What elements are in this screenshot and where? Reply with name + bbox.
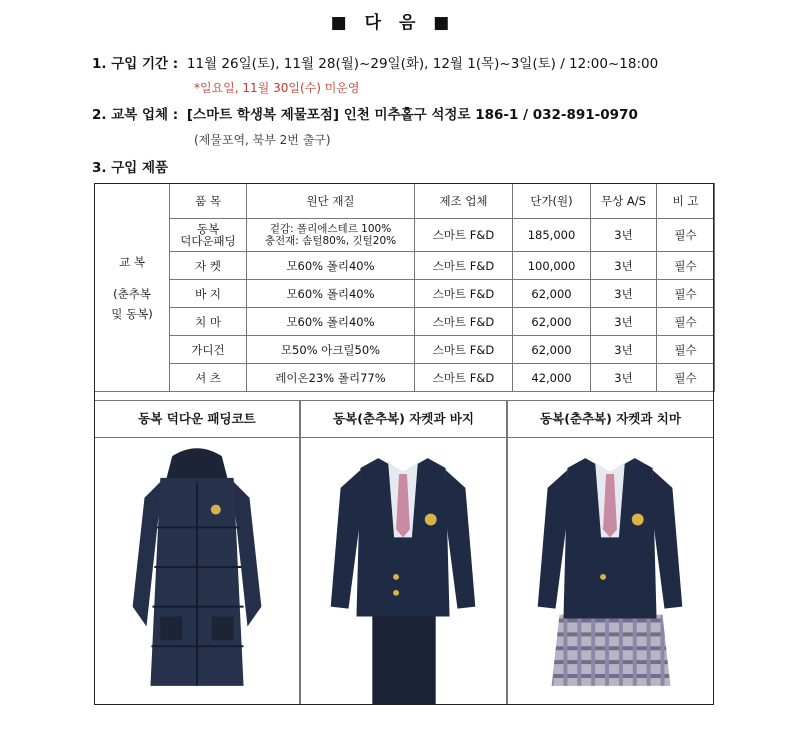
price-cell: 185,000 bbox=[513, 219, 591, 252]
fabric-cell: 모60% 폴리40% bbox=[247, 280, 415, 308]
fabric-cell: 모60% 폴리40% bbox=[247, 252, 415, 280]
group-sub-1: (춘추복 bbox=[113, 286, 151, 301]
table-row bbox=[95, 308, 715, 336]
photo-cell-padding bbox=[94, 400, 300, 705]
header-item: 품 목 bbox=[170, 184, 247, 219]
maker-cell: 스마트 F&D bbox=[415, 219, 513, 252]
item-name: 동복 bbox=[196, 222, 220, 236]
vendor-label: 2. 교복 업체 : bbox=[92, 107, 179, 123]
price-cell: 62,000 bbox=[513, 308, 591, 336]
price-cell: 100,000 bbox=[513, 252, 591, 280]
jacket-pants-image bbox=[301, 437, 506, 706]
fabric-cell: 레이온23% 폴리77% bbox=[247, 364, 415, 392]
table-header-row bbox=[95, 184, 715, 219]
as-cell: 3년 bbox=[591, 219, 657, 252]
table-row bbox=[95, 280, 715, 308]
fabric-cell bbox=[247, 219, 415, 252]
table-row bbox=[95, 219, 715, 252]
jacket-skirt-image bbox=[508, 437, 713, 706]
table-row bbox=[95, 336, 715, 364]
table-row bbox=[95, 252, 715, 280]
group-sub-2: 및 동복) bbox=[111, 306, 153, 321]
note-cell: 필수 bbox=[657, 219, 715, 252]
vendor-line bbox=[92, 103, 638, 123]
note-cell: 필수 bbox=[657, 336, 715, 364]
item-cell: 자 켓 bbox=[170, 252, 247, 280]
photo-cell-jacket-skirt bbox=[507, 400, 714, 705]
vendor-directions: (제물포역, 북부 2번 출구) bbox=[194, 133, 331, 147]
header-price: 단가(원) bbox=[513, 184, 591, 219]
maker-cell: 스마트 F&D bbox=[415, 364, 513, 392]
item-name-2: 덕다운패딩 bbox=[180, 234, 236, 248]
item-cell: 가디건 bbox=[170, 336, 247, 364]
header-fabric: 원단 재질 bbox=[247, 184, 415, 219]
purchase-period bbox=[92, 52, 658, 72]
maker-cell: 스마트 F&D bbox=[415, 252, 513, 280]
note-cell: 필수 bbox=[657, 280, 715, 308]
header-maker: 제조 업체 bbox=[415, 184, 513, 219]
page-title: ■ 다 음 ■ bbox=[330, 13, 456, 33]
note-cell: 필수 bbox=[657, 308, 715, 336]
as-cell: 3년 bbox=[591, 252, 657, 280]
price-cell: 62,000 bbox=[513, 336, 591, 364]
photo-label-jacket-pants: 동복(춘추복) 자켓과 바지 bbox=[301, 401, 506, 438]
vendor-info: [스마트 학생복 제물포점] 인천 미추홀구 석정로 186-1 / 032-891-0970 bbox=[186, 107, 638, 123]
maker-cell: 스마트 F&D bbox=[415, 280, 513, 308]
group-label: 교 복 bbox=[119, 254, 145, 269]
padding-coat-image bbox=[95, 437, 299, 706]
fabric-cell: 모50% 아크릴50% bbox=[247, 336, 415, 364]
price-cell: 42,000 bbox=[513, 364, 591, 392]
header-as: 무상 A/S bbox=[591, 184, 657, 219]
photo-cell-jacket-pants bbox=[300, 400, 507, 705]
item-cell: 치 마 bbox=[170, 308, 247, 336]
as-cell: 3년 bbox=[591, 364, 657, 392]
item-cell: 바 지 bbox=[170, 280, 247, 308]
price-cell: 62,000 bbox=[513, 280, 591, 308]
product-table bbox=[94, 183, 715, 392]
as-cell: 3년 bbox=[591, 280, 657, 308]
purchase-period-dates: 11월 26일(토), 11월 28(월)~29일(화), 12월 1(목)~3일(토) / 12:00~18:00 bbox=[186, 56, 659, 72]
item-cell bbox=[170, 219, 247, 252]
maker-cell: 스마트 F&D bbox=[415, 336, 513, 364]
note-cell: 필수 bbox=[657, 364, 715, 392]
fabric-text: 겉감: 폴리에스테르 100% bbox=[269, 223, 392, 235]
item-cell: 셔 츠 bbox=[170, 364, 247, 392]
photo-label-jacket-skirt: 동복(춘추복) 자켓과 치마 bbox=[508, 401, 713, 438]
fabric-text-2: 충전재: 솜털80%, 깃털20% bbox=[264, 235, 397, 247]
purchase-period-label: 1. 구입 기간 : bbox=[92, 56, 179, 72]
note-cell: 필수 bbox=[657, 252, 715, 280]
closed-days-note: *일요일, 11월 30일(수) 미운영 bbox=[194, 81, 360, 95]
maker-cell: 스마트 F&D bbox=[415, 308, 513, 336]
table-row bbox=[95, 364, 715, 392]
as-cell: 3년 bbox=[591, 308, 657, 336]
group-cell bbox=[95, 184, 170, 392]
photo-label-padding: 동복 덕다운 패딩코트 bbox=[95, 401, 299, 438]
header-note: 비 고 bbox=[657, 184, 715, 219]
as-cell: 3년 bbox=[591, 336, 657, 364]
fabric-cell: 모60% 폴리40% bbox=[247, 308, 415, 336]
photo-row bbox=[94, 400, 714, 705]
products-heading: 3. 구입 제품 bbox=[92, 160, 169, 176]
